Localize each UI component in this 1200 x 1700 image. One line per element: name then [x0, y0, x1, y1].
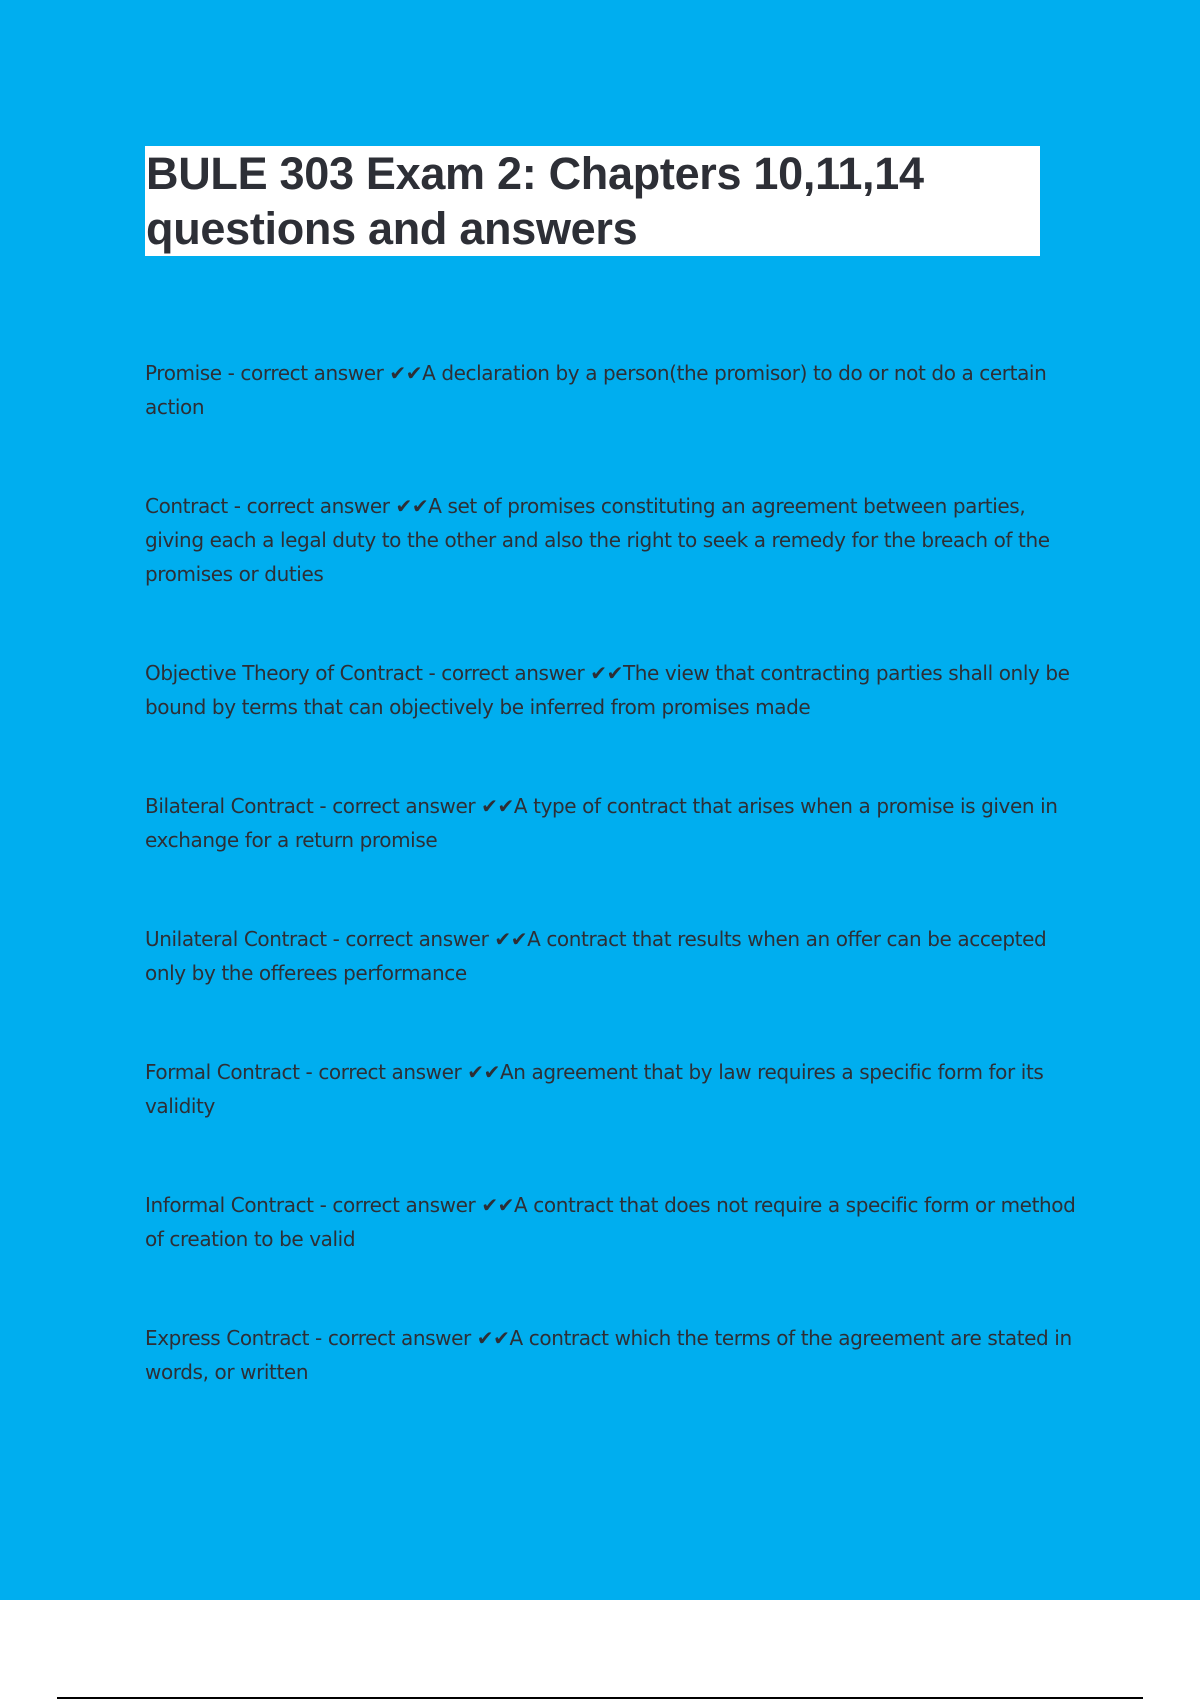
- qa-item-unilateral-contract: Unilateral Contract - correct answer ✔✔A contract that results when an offer can be accepted only by the offerees performance: [145, 927, 1047, 985]
- title-box: [145, 146, 1040, 256]
- qa-item-informal-contract: Informal Contract - correct answer ✔✔A contract that does not require a specific form or method of creation to be valid: [145, 1193, 1076, 1251]
- qa-item-contract: Contract - correct answer ✔✔A set of promises constituting an agreement between parties, giving each a legal duty to the other and also the right to seek a remedy for the breach of the promises or duties: [145, 494, 1050, 586]
- qa-item-express-contract: Express Contract - correct answer ✔✔A contract which the terms of the agreement are stated in words, or written: [145, 1326, 1072, 1384]
- qa-item-objective-theory: Objective Theory of Contract - correct answer ✔✔The view that contracting parties shall only be bound by terms that can objectively be inferred from promises made: [145, 661, 1070, 719]
- qa-item-bilateral-contract: Bilateral Contract - correct answer ✔✔A type of contract that arises when a promise is given in exchange for a return promise: [145, 794, 1058, 852]
- qa-item-formal-contract: Formal Contract - correct answer ✔✔An agreement that by law requires a specific form for its validity: [145, 1060, 1044, 1118]
- qa-list: [145, 356, 1085, 1389]
- footer-divider: [57, 1697, 1143, 1699]
- qa-item-promise: Promise - correct answer ✔✔A declaration by a person(the promisor) to do or not do a certain action: [145, 361, 1047, 419]
- document-title: BULE 303 Exam 2: Chapters 10,11,14 questions and answers: [146, 148, 924, 254]
